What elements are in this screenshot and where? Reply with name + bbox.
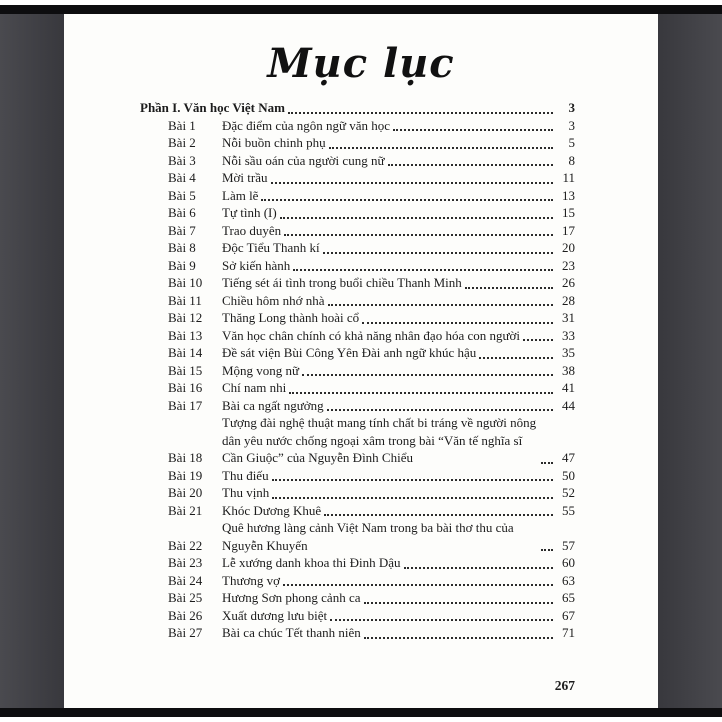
toc-entry-title: Mời trầu: [222, 170, 268, 185]
dot-leader: [324, 514, 553, 516]
toc-entry-page: 47: [562, 450, 575, 465]
toc-entry-label: Bài 17: [168, 397, 203, 413]
dot-leader: [362, 322, 553, 324]
toc-entry-label: Bài 13: [168, 327, 203, 343]
toc-entry-label: Bài 22: [168, 537, 203, 553]
toc-part: [140, 99, 575, 117]
dot-leader: [288, 112, 553, 114]
dot-leader: [284, 234, 553, 236]
toc-entry-page: 20: [562, 240, 575, 255]
page-title: Mục lục: [267, 40, 455, 87]
toc-entry-page: 23: [562, 257, 575, 273]
toc-entry-page: 35: [562, 345, 575, 360]
photo-border-bottom: [0, 708, 722, 717]
toc-entry-title: Chiều hôm nhớ nhà: [222, 292, 325, 308]
toc-entry-page: 28: [562, 292, 575, 308]
toc-entry-label: Bài 26: [168, 607, 203, 623]
toc-entry-label: Bài 10: [168, 275, 203, 290]
toc-entry-page: 60: [562, 555, 575, 570]
dot-leader: [272, 479, 553, 481]
dot-leader: [330, 619, 553, 621]
dot-leader: [479, 357, 553, 359]
toc-entry-title: Độc Tiểu Thanh kí: [222, 240, 320, 255]
dot-leader: [523, 339, 553, 341]
toc-entry: [168, 414, 575, 467]
toc-entry-title: Đặc điểm của ngôn ngữ văn học: [222, 117, 391, 133]
photo-border-top: [0, 5, 722, 14]
toc-entry-label: Bài 14: [168, 345, 203, 360]
dot-leader: [271, 182, 553, 184]
dot-leader: [280, 217, 553, 219]
toc-entry: [168, 362, 575, 380]
toc-entry: [168, 572, 575, 590]
toc-entry: [168, 187, 575, 205]
toc-entry-label: Bài 9: [168, 257, 196, 273]
toc-entry-page: 65: [562, 590, 575, 605]
toc-entry-title: Đề sát viện Bùi Công Yên Đài anh ngữ khúc hậu: [222, 345, 477, 360]
dot-leader: [388, 164, 554, 166]
dot-leader: [541, 462, 553, 464]
toc-entry-title: Tiếng sét ái tình trong buổi chiều Thanh Minh: [222, 275, 462, 290]
toc-entry: [168, 502, 575, 520]
toc-entry-label: Bài 27: [168, 625, 203, 640]
toc-entry-title: Nỗi buồn chinh phụ: [222, 135, 326, 150]
toc-entry: [168, 344, 575, 362]
toc-entry-page: 57: [562, 537, 575, 553]
toc-entry: [168, 607, 575, 625]
dot-leader: [283, 584, 553, 586]
toc-entry-title: Văn học chân chính có khả năng nhân đạo hóa con người: [222, 327, 521, 343]
toc-entry-page: 52: [562, 485, 575, 500]
toc-entry-label: Bài 4: [168, 170, 196, 185]
toc-entry-title: Khóc Dương Khuê: [222, 502, 322, 518]
toc-entry-page: 13: [562, 187, 575, 203]
toc-entry-page: 71: [562, 625, 575, 640]
toc-entry-label: Bài 12: [168, 310, 203, 325]
toc-entry-page: 41: [562, 380, 575, 395]
toc-entry-title: Trao duyên: [222, 222, 282, 238]
toc-entry-page: 31: [562, 310, 575, 325]
toc-entry-page: 55: [562, 502, 575, 518]
dot-leader: [289, 392, 553, 394]
toc-entry-label: Bài 21: [168, 502, 203, 518]
toc-entry: [168, 169, 575, 187]
toc-entry-title: Bài ca ngất ngưởng: [222, 397, 324, 413]
photo-border-left: [0, 14, 64, 708]
dot-leader: [261, 199, 553, 201]
toc-entry-page: 63: [562, 572, 575, 588]
toc-entry-label: Bài 23: [168, 555, 203, 570]
dot-leader: [465, 287, 553, 289]
toc-entry-page: 38: [562, 362, 575, 378]
toc-entry-title: Hương Sơn phong cảnh ca: [222, 590, 361, 605]
toc-entry-title: Xuất dương lưu biệt: [222, 607, 328, 623]
page-number: 267: [554, 678, 575, 693]
toc-entry-label: Bài 1: [168, 117, 196, 133]
dot-leader: [302, 374, 553, 376]
toc-entry-page: 15: [562, 205, 575, 220]
dot-leader: [393, 129, 553, 131]
toc-entry-title: Lễ xướng danh khoa thi Đinh Dậu: [222, 555, 401, 570]
toc-entry-title: Nỗi sầu oán của người cung nữ: [222, 152, 385, 168]
toc-entry-page: 26: [562, 275, 575, 290]
book-page: [64, 14, 658, 708]
toc-entry-title: Mộng vong nữ: [222, 362, 300, 378]
toc-entry: [168, 379, 575, 397]
toc-entry-label: Bài 20: [168, 485, 203, 500]
toc-entry: [168, 239, 575, 257]
toc-entry-label: Bài 11: [168, 292, 202, 308]
toc-entry-label: Bài 2: [168, 135, 196, 150]
toc-entry-page: 33: [562, 327, 575, 343]
toc-entry: [168, 327, 575, 345]
toc-entry-title: Tự tình (I): [222, 205, 277, 220]
toc-entry-label: Bài 8: [168, 240, 196, 255]
toc-list: [140, 117, 575, 642]
toc-entry-label: Bài 5: [168, 187, 196, 203]
toc-entry-title: Thương vợ: [222, 572, 280, 588]
dot-leader: [293, 269, 553, 271]
toc-entry-label: Bài 24: [168, 572, 203, 588]
toc-entry-label: Bài 25: [168, 590, 203, 605]
dot-leader: [541, 549, 553, 551]
toc-entry: [168, 292, 575, 310]
toc-entry-label: Bài 15: [168, 362, 203, 378]
toc-entry: [168, 222, 575, 240]
toc-entry-title: Bài ca chúc Tết thanh niên: [222, 625, 361, 640]
toc-entry-page: 17: [562, 222, 575, 238]
toc-entry-title: Thăng Long thành hoài cổ: [222, 310, 360, 325]
toc-entry-label: Bài 18: [168, 450, 203, 465]
toc-entry: [168, 134, 575, 152]
toc-entry-title: Tượng đài nghệ thuật mang tính chất bi tráng về người nông dân yêu nước chống ngoại xâm trong bài “Văn tế nghĩa sĩ Cần Giuộc” của Nguyễn Đình Chiểu: [222, 415, 537, 465]
dot-leader: [327, 409, 553, 411]
toc-entry-label: Bài 16: [168, 380, 203, 395]
toc-entry: [168, 554, 575, 572]
toc-entry-title: Làm lẽ: [222, 187, 259, 203]
dot-leader: [323, 252, 553, 254]
toc-entry-page: 44: [562, 397, 575, 413]
toc-entry-label: Bài 6: [168, 205, 196, 220]
toc-entry: [168, 152, 575, 170]
toc-entry-page: 50: [562, 467, 575, 483]
toc-entry-page: 67: [562, 607, 575, 623]
toc-entry-label: Bài 3: [168, 152, 196, 168]
toc-entry-page: 3: [568, 117, 575, 133]
toc-entry-page: 11: [562, 170, 575, 185]
dot-leader: [364, 602, 554, 604]
dot-leader: [272, 497, 553, 499]
toc-entry: [168, 484, 575, 502]
toc-part-page: 3: [568, 100, 575, 115]
toc-entry: [168, 467, 575, 485]
toc-entry: [168, 309, 575, 327]
toc-entry: [168, 204, 575, 222]
toc-entry-title: Thu vịnh: [222, 485, 270, 500]
toc-entry: [168, 397, 575, 415]
toc-entry: [168, 589, 575, 607]
toc-entry-title: Sở kiến hành: [222, 257, 291, 273]
toc-entry-page: 5: [568, 135, 575, 150]
dot-leader: [364, 637, 553, 639]
toc-entry-title: Thu điếu: [222, 467, 269, 483]
toc-entry-label: Bài 7: [168, 222, 196, 238]
dot-leader: [328, 304, 553, 306]
toc-entry: [168, 274, 575, 292]
dot-leader: [404, 567, 553, 569]
photo-border-right: [658, 14, 722, 708]
table-of-contents: [140, 99, 575, 642]
toc-entry-page: 8: [568, 152, 575, 168]
dot-leader: [329, 147, 553, 149]
toc-entry: [168, 519, 575, 554]
toc-entry-title: Quê hương làng cảnh Việt Nam trong ba bài thơ thu của Nguyễn Khuyến: [222, 520, 514, 553]
toc-entry: [168, 257, 575, 275]
toc-part-title: Phần I. Văn học Việt Nam: [140, 100, 285, 115]
toc-entry: [168, 117, 575, 135]
toc-entry-label: Bài 19: [168, 467, 203, 483]
toc-entry: [168, 624, 575, 642]
toc-entry-title: Chí nam nhi: [222, 380, 287, 395]
